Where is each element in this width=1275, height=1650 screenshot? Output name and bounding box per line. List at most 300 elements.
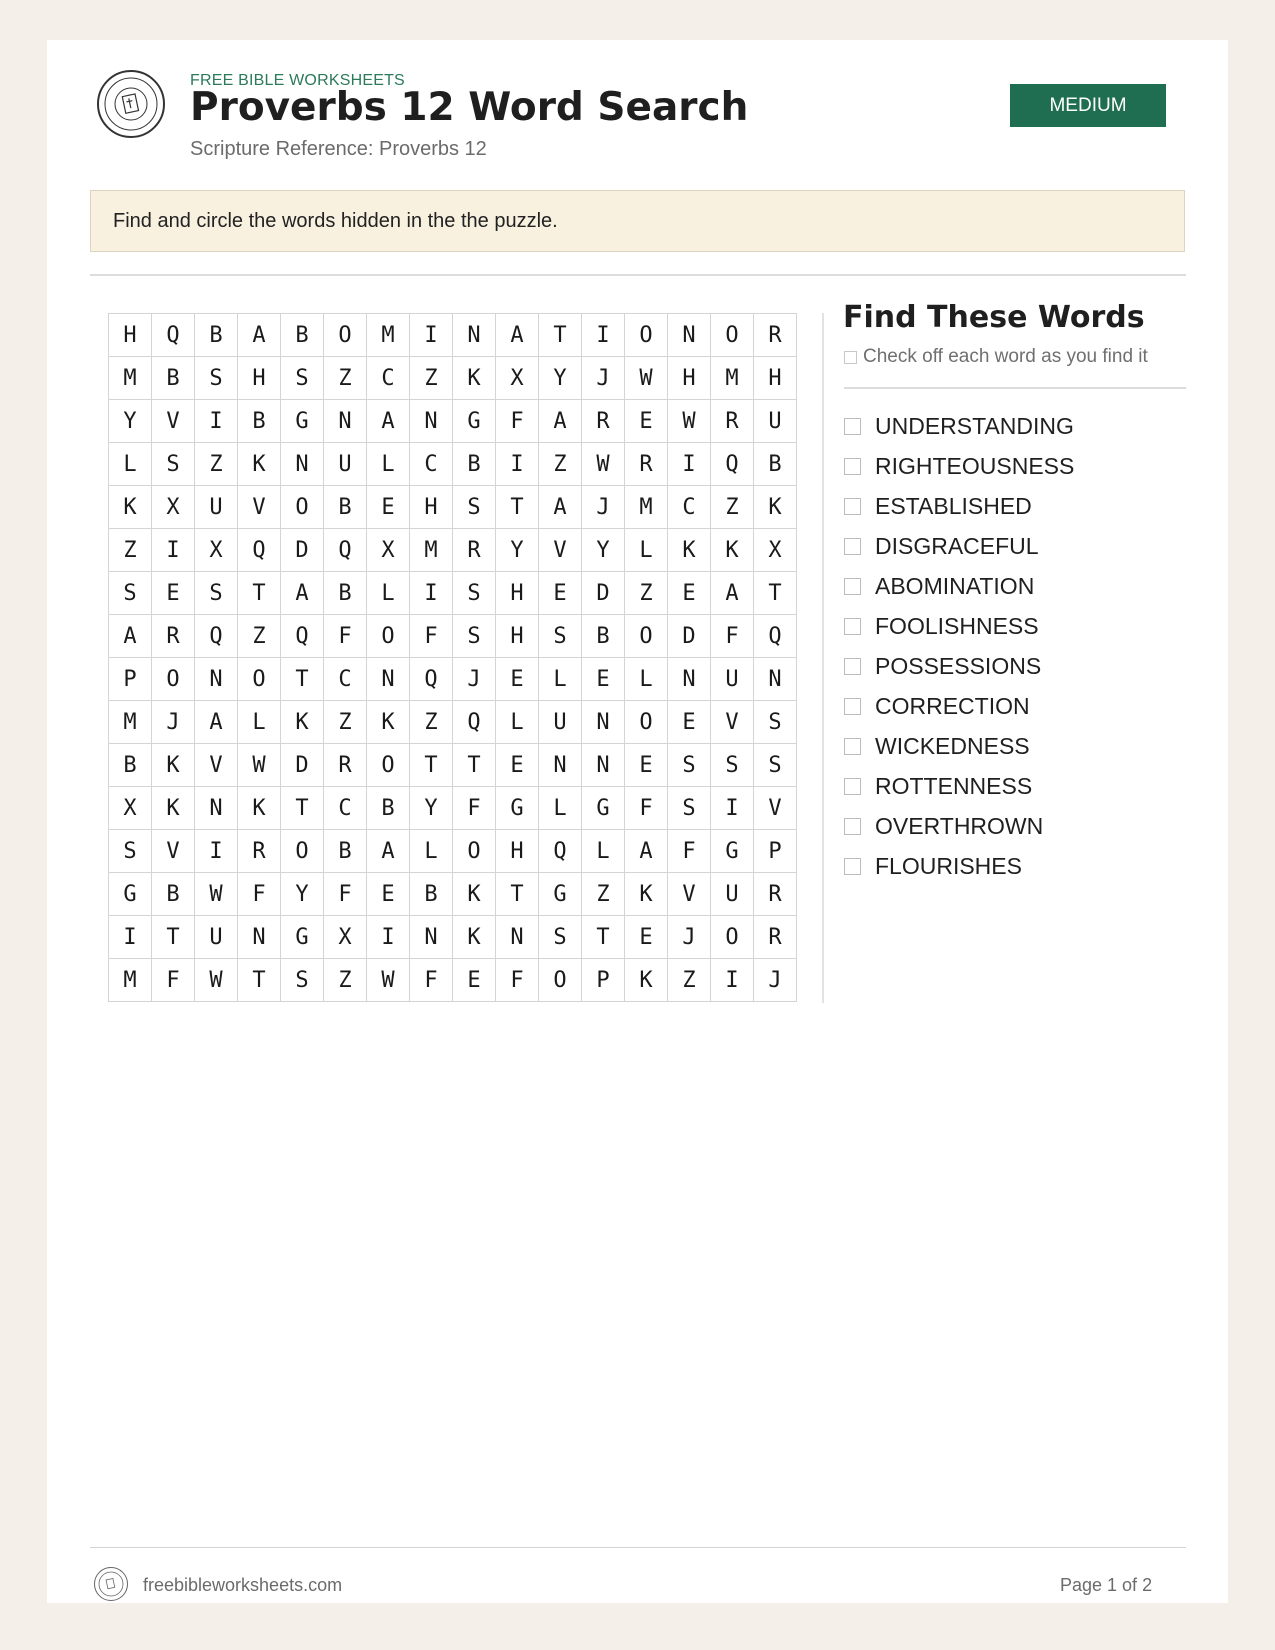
grid-cell[interactable]: V: [668, 873, 711, 916]
grid-cell[interactable]: V: [152, 400, 195, 443]
grid-cell[interactable]: W: [668, 400, 711, 443]
grid-cell[interactable]: A: [539, 400, 582, 443]
grid-cell[interactable]: S: [453, 486, 496, 529]
grid-cell[interactable]: S: [152, 443, 195, 486]
grid-cell[interactable]: C: [324, 787, 367, 830]
grid-cell[interactable]: E: [625, 916, 668, 959]
word-list-item: [844, 566, 1074, 606]
grid-cell[interactable]: E: [367, 873, 410, 916]
grid-cell[interactable]: H: [754, 357, 797, 400]
grid-cell[interactable]: Z: [711, 486, 754, 529]
grid-cell[interactable]: K: [668, 529, 711, 572]
word-list-divider: [844, 387, 1186, 389]
grid-cell[interactable]: B: [367, 787, 410, 830]
grid-cell[interactable]: L: [539, 658, 582, 701]
grid-cell[interactable]: T: [410, 744, 453, 787]
grid-cell[interactable]: S: [453, 615, 496, 658]
grid-cell[interactable]: T: [754, 572, 797, 615]
grid-cell[interactable]: K: [281, 701, 324, 744]
grid-cell[interactable]: K: [453, 873, 496, 916]
grid-cell[interactable]: N: [496, 916, 539, 959]
brand-label: FREE BIBLE WORKSHEETS: [190, 72, 405, 89]
grid-cell[interactable]: A: [109, 615, 152, 658]
grid-cell[interactable]: C: [668, 486, 711, 529]
grid-cell[interactable]: S: [668, 744, 711, 787]
grid-cell[interactable]: Q: [195, 615, 238, 658]
grid-cell[interactable]: O: [367, 615, 410, 658]
grid-cell[interactable]: V: [754, 787, 797, 830]
grid-cell[interactable]: S: [668, 787, 711, 830]
grid-cell[interactable]: U: [711, 873, 754, 916]
grid-cell[interactable]: N: [668, 314, 711, 357]
grid-cell[interactable]: I: [195, 830, 238, 873]
grid-cell[interactable]: P: [582, 959, 625, 1002]
grid-cell[interactable]: O: [324, 314, 367, 357]
grid-cell[interactable]: J: [582, 357, 625, 400]
grid-cell[interactable]: I: [367, 916, 410, 959]
grid-row: [109, 916, 797, 959]
grid-cell[interactable]: O: [281, 830, 324, 873]
grid-cell[interactable]: E: [625, 400, 668, 443]
grid-cell[interactable]: L: [539, 787, 582, 830]
grid-cell[interactable]: L: [367, 572, 410, 615]
grid-cell[interactable]: W: [625, 357, 668, 400]
grid-cell[interactable]: W: [195, 959, 238, 1002]
word-label: FOOLISHNESS: [875, 612, 1039, 639]
grid-cell[interactable]: Y: [410, 787, 453, 830]
grid-cell[interactable]: I: [668, 443, 711, 486]
grid-cell[interactable]: I: [152, 529, 195, 572]
grid-cell[interactable]: B: [152, 873, 195, 916]
grid-cell[interactable]: J: [152, 701, 195, 744]
grid-cell[interactable]: R: [152, 615, 195, 658]
word-checkbox[interactable]: [844, 818, 861, 835]
grid-cell[interactable]: N: [410, 400, 453, 443]
grid-cell[interactable]: N: [238, 916, 281, 959]
word-list-title: Find These Words: [843, 300, 1145, 335]
grid-cell[interactable]: N: [453, 314, 496, 357]
grid-cell[interactable]: Q: [711, 443, 754, 486]
grid-cell[interactable]: Z: [324, 701, 367, 744]
grid-cell[interactable]: Z: [195, 443, 238, 486]
grid-cell[interactable]: Z: [539, 443, 582, 486]
grid-cell[interactable]: X: [152, 486, 195, 529]
grid-cell[interactable]: S: [539, 916, 582, 959]
grid-cell[interactable]: L: [410, 830, 453, 873]
grid-cell[interactable]: V: [539, 529, 582, 572]
grid-cell[interactable]: A: [539, 486, 582, 529]
grid-cell[interactable]: W: [582, 443, 625, 486]
grid-cell[interactable]: V: [152, 830, 195, 873]
grid-cell[interactable]: A: [711, 572, 754, 615]
grid-cell[interactable]: I: [496, 443, 539, 486]
grid-cell[interactable]: P: [754, 830, 797, 873]
word-checkbox[interactable]: [844, 738, 861, 755]
grid-cell[interactable]: E: [582, 658, 625, 701]
word-list-item: [844, 406, 1074, 446]
grid-cell[interactable]: I: [711, 787, 754, 830]
grid-cell[interactable]: A: [625, 830, 668, 873]
grid-cell[interactable]: R: [711, 400, 754, 443]
grid-cell[interactable]: F: [625, 787, 668, 830]
grid-cell[interactable]: F: [152, 959, 195, 1002]
word-list-subtitle: [844, 346, 1148, 368]
grid-cell[interactable]: E: [152, 572, 195, 615]
grid-cell[interactable]: S: [754, 701, 797, 744]
grid-cell[interactable]: R: [625, 443, 668, 486]
grid-cell[interactable]: B: [109, 744, 152, 787]
grid-cell[interactable]: K: [711, 529, 754, 572]
column-divider: [822, 313, 824, 1003]
word-checkbox[interactable]: [844, 458, 861, 475]
grid-cell[interactable]: U: [195, 916, 238, 959]
grid-cell[interactable]: T: [496, 486, 539, 529]
grid-cell[interactable]: V: [711, 701, 754, 744]
grid-cell[interactable]: A: [367, 830, 410, 873]
grid-cell[interactable]: K: [238, 787, 281, 830]
grid-cell[interactable]: L: [238, 701, 281, 744]
grid-cell[interactable]: I: [410, 314, 453, 357]
grid-cell[interactable]: R: [324, 744, 367, 787]
grid-cell[interactable]: K: [367, 701, 410, 744]
grid-cell[interactable]: I: [711, 959, 754, 1002]
word-list-item: [844, 846, 1074, 886]
word-label: FLOURISHES: [875, 852, 1022, 879]
grid-cell[interactable]: N: [324, 400, 367, 443]
grid-cell[interactable]: Z: [109, 529, 152, 572]
grid-cell[interactable]: S: [539, 615, 582, 658]
grid-cell[interactable]: X: [754, 529, 797, 572]
grid-cell[interactable]: L: [625, 529, 668, 572]
grid-cell[interactable]: K: [625, 959, 668, 1002]
grid-cell[interactable]: G: [582, 787, 625, 830]
grid-cell[interactable]: N: [582, 744, 625, 787]
grid-cell[interactable]: F: [238, 873, 281, 916]
grid-cell[interactable]: U: [539, 701, 582, 744]
grid-cell[interactable]: O: [238, 658, 281, 701]
grid-cell[interactable]: D: [281, 744, 324, 787]
grid-row: [109, 486, 797, 529]
grid-cell[interactable]: D: [582, 572, 625, 615]
grid-cell[interactable]: F: [410, 615, 453, 658]
grid-cell[interactable]: X: [109, 787, 152, 830]
grid-cell[interactable]: C: [367, 357, 410, 400]
word-checkbox[interactable]: [844, 498, 861, 515]
grid-cell[interactable]: N: [195, 658, 238, 701]
grid-cell[interactable]: W: [195, 873, 238, 916]
word-checkbox[interactable]: [844, 698, 861, 715]
grid-cell[interactable]: T: [238, 959, 281, 1002]
grid-cell[interactable]: Y: [109, 400, 152, 443]
grid-row: [109, 400, 797, 443]
grid-row: [109, 830, 797, 873]
grid-cell[interactable]: V: [195, 744, 238, 787]
grid-cell[interactable]: B: [410, 873, 453, 916]
grid-cell[interactable]: L: [625, 658, 668, 701]
grid-cell[interactable]: B: [324, 572, 367, 615]
grid-cell[interactable]: Y: [582, 529, 625, 572]
word-label: OVERTHROWN: [875, 812, 1044, 839]
grid-cell[interactable]: M: [109, 959, 152, 1002]
difficulty-badge: MEDIUM: [1010, 84, 1166, 127]
grid-row: [109, 529, 797, 572]
grid-cell[interactable]: Q: [238, 529, 281, 572]
grid-cell[interactable]: S: [281, 959, 324, 1002]
grid-cell[interactable]: S: [109, 830, 152, 873]
grid-cell[interactable]: E: [539, 572, 582, 615]
grid-cell[interactable]: B: [324, 486, 367, 529]
word-checkbox[interactable]: [844, 538, 861, 555]
grid-cell[interactable]: Z: [324, 357, 367, 400]
grid-cell[interactable]: N: [281, 443, 324, 486]
word-list: [844, 406, 1074, 886]
grid-cell[interactable]: T: [453, 744, 496, 787]
grid-cell[interactable]: E: [668, 701, 711, 744]
grid-cell[interactable]: K: [754, 486, 797, 529]
grid-cell[interactable]: Q: [453, 701, 496, 744]
grid-cell[interactable]: G: [453, 400, 496, 443]
word-label: RIGHTEOUSNESS: [875, 452, 1075, 479]
grid-cell[interactable]: I: [195, 400, 238, 443]
grid-cell[interactable]: O: [539, 959, 582, 1002]
grid-cell[interactable]: O: [367, 744, 410, 787]
grid-cell[interactable]: B: [754, 443, 797, 486]
grid-cell[interactable]: Z: [625, 572, 668, 615]
grid-cell[interactable]: R: [582, 400, 625, 443]
grid-cell[interactable]: E: [625, 744, 668, 787]
grid-cell[interactable]: F: [496, 400, 539, 443]
grid-cell[interactable]: D: [668, 615, 711, 658]
grid-cell[interactable]: Z: [324, 959, 367, 1002]
grid-cell[interactable]: K: [453, 357, 496, 400]
grid-cell[interactable]: X: [367, 529, 410, 572]
grid-cell[interactable]: K: [625, 873, 668, 916]
grid-cell[interactable]: O: [711, 916, 754, 959]
grid-cell[interactable]: O: [625, 701, 668, 744]
grid-cell[interactable]: Y: [281, 873, 324, 916]
grid-cell[interactable]: T: [539, 314, 582, 357]
grid-cell[interactable]: O: [152, 658, 195, 701]
grid-cell[interactable]: X: [195, 529, 238, 572]
grid-cell[interactable]: V: [238, 486, 281, 529]
grid-row: [109, 314, 797, 357]
grid-cell[interactable]: G: [496, 787, 539, 830]
grid-cell[interactable]: R: [238, 830, 281, 873]
grid-cell[interactable]: S: [453, 572, 496, 615]
grid-cell[interactable]: S: [195, 572, 238, 615]
grid-cell[interactable]: J: [668, 916, 711, 959]
checkbox-icon: [844, 351, 857, 364]
grid-cell[interactable]: S: [754, 744, 797, 787]
grid-cell[interactable]: R: [754, 916, 797, 959]
grid-cell[interactable]: A: [195, 701, 238, 744]
grid-cell[interactable]: H: [668, 357, 711, 400]
grid-cell[interactable]: H: [496, 615, 539, 658]
grid-cell[interactable]: T: [152, 916, 195, 959]
grid-cell[interactable]: Z: [238, 615, 281, 658]
grid-cell[interactable]: L: [109, 443, 152, 486]
grid-cell[interactable]: Z: [410, 357, 453, 400]
grid-cell[interactable]: U: [195, 486, 238, 529]
grid-cell[interactable]: N: [754, 658, 797, 701]
grid-cell[interactable]: E: [496, 744, 539, 787]
grid-cell[interactable]: U: [324, 443, 367, 486]
grid-cell[interactable]: H: [496, 830, 539, 873]
grid-cell[interactable]: N: [582, 701, 625, 744]
grid-cell[interactable]: Z: [582, 873, 625, 916]
grid-cell[interactable]: S: [711, 744, 754, 787]
grid-cell[interactable]: Y: [496, 529, 539, 572]
grid-cell[interactable]: Q: [539, 830, 582, 873]
grid-cell[interactable]: F: [453, 787, 496, 830]
grid-cell[interactable]: B: [195, 314, 238, 357]
grid-cell[interactable]: W: [238, 744, 281, 787]
grid-cell[interactable]: Q: [410, 658, 453, 701]
page-number: Page 1 of 2: [1060, 1575, 1153, 1595]
footer-divider: [90, 1547, 1186, 1548]
grid-cell[interactable]: F: [324, 873, 367, 916]
grid-cell[interactable]: X: [324, 916, 367, 959]
grid-cell[interactable]: A: [367, 400, 410, 443]
word-checkbox[interactable]: [844, 418, 861, 435]
grid-cell[interactable]: Q: [754, 615, 797, 658]
grid-cell[interactable]: E: [496, 658, 539, 701]
grid-cell[interactable]: G: [711, 830, 754, 873]
grid-cell[interactable]: O: [281, 486, 324, 529]
instructions-box: [90, 190, 1185, 252]
grid-cell[interactable]: N: [410, 916, 453, 959]
grid-cell[interactable]: T: [238, 572, 281, 615]
grid-cell[interactable]: L: [582, 830, 625, 873]
grid-cell[interactable]: B: [281, 314, 324, 357]
grid-cell[interactable]: K: [152, 787, 195, 830]
grid-cell[interactable]: H: [109, 314, 152, 357]
grid-cell[interactable]: A: [281, 572, 324, 615]
grid-cell[interactable]: G: [281, 400, 324, 443]
grid-cell[interactable]: T: [281, 787, 324, 830]
grid-cell[interactable]: N: [195, 787, 238, 830]
grid-cell[interactable]: J: [453, 658, 496, 701]
grid-cell[interactable]: P: [109, 658, 152, 701]
grid-cell[interactable]: Z: [410, 701, 453, 744]
grid-cell[interactable]: I: [582, 314, 625, 357]
grid-cell[interactable]: E: [668, 572, 711, 615]
grid-cell[interactable]: O: [711, 314, 754, 357]
grid-cell[interactable]: B: [582, 615, 625, 658]
grid-cell[interactable]: B: [238, 400, 281, 443]
grid-cell[interactable]: B: [453, 443, 496, 486]
grid-cell[interactable]: F: [496, 959, 539, 1002]
grid-cell[interactable]: M: [367, 314, 410, 357]
grid-cell[interactable]: T: [281, 658, 324, 701]
grid-cell[interactable]: F: [324, 615, 367, 658]
grid-cell[interactable]: U: [754, 400, 797, 443]
grid-cell[interactable]: M: [109, 701, 152, 744]
grid-cell[interactable]: U: [711, 658, 754, 701]
grid-cell[interactable]: N: [668, 658, 711, 701]
grid-cell[interactable]: G: [539, 873, 582, 916]
grid-cell[interactable]: A: [496, 314, 539, 357]
grid-cell[interactable]: S: [195, 357, 238, 400]
grid-cell[interactable]: Q: [324, 529, 367, 572]
grid-cell[interactable]: O: [453, 830, 496, 873]
grid-cell[interactable]: M: [109, 357, 152, 400]
grid-cell[interactable]: A: [238, 314, 281, 357]
grid-cell[interactable]: L: [367, 443, 410, 486]
grid-cell[interactable]: O: [625, 615, 668, 658]
grid-cell[interactable]: H: [410, 486, 453, 529]
grid-cell[interactable]: X: [496, 357, 539, 400]
grid-cell[interactable]: M: [410, 529, 453, 572]
grid-cell[interactable]: G: [109, 873, 152, 916]
grid-cell[interactable]: G: [281, 916, 324, 959]
word-label: UNDERSTANDING: [875, 412, 1074, 439]
grid-cell[interactable]: K: [453, 916, 496, 959]
grid-cell[interactable]: M: [711, 357, 754, 400]
grid-cell[interactable]: D: [281, 529, 324, 572]
grid-cell[interactable]: E: [453, 959, 496, 1002]
grid-cell[interactable]: H: [238, 357, 281, 400]
word-checkbox[interactable]: [844, 778, 861, 795]
grid-cell[interactable]: T: [582, 916, 625, 959]
grid-cell[interactable]: E: [367, 486, 410, 529]
grid-cell[interactable]: Z: [668, 959, 711, 1002]
grid-cell[interactable]: N: [367, 658, 410, 701]
grid-cell[interactable]: Q: [281, 615, 324, 658]
grid-cell[interactable]: C: [410, 443, 453, 486]
grid-cell[interactable]: S: [281, 357, 324, 400]
word-label: DISGRACEFUL: [875, 532, 1039, 559]
grid-cell[interactable]: M: [625, 486, 668, 529]
grid-cell[interactable]: R: [754, 314, 797, 357]
grid-cell[interactable]: W: [367, 959, 410, 1002]
grid-cell[interactable]: Y: [539, 357, 582, 400]
grid-cell[interactable]: O: [625, 314, 668, 357]
grid-cell[interactable]: J: [754, 959, 797, 1002]
grid-cell[interactable]: C: [324, 658, 367, 701]
word-label: POSSESSIONS: [875, 652, 1042, 679]
word-list-item: [844, 686, 1074, 726]
grid-cell[interactable]: T: [496, 873, 539, 916]
word-checkbox[interactable]: [844, 578, 861, 595]
grid-cell[interactable]: R: [754, 873, 797, 916]
grid-cell[interactable]: B: [152, 357, 195, 400]
grid-cell[interactable]: F: [668, 830, 711, 873]
grid-cell[interactable]: J: [582, 486, 625, 529]
word-search-grid: [108, 313, 797, 1002]
page-title: Proverbs 12 Word Search: [190, 85, 749, 130]
word-list-item: [844, 526, 1074, 566]
grid-cell[interactable]: I: [410, 572, 453, 615]
word-checkbox[interactable]: [844, 858, 861, 875]
grid-cell[interactable]: F: [711, 615, 754, 658]
grid-cell[interactable]: K: [152, 744, 195, 787]
grid-cell[interactable]: K: [238, 443, 281, 486]
grid-cell[interactable]: N: [539, 744, 582, 787]
grid-cell[interactable]: Q: [152, 314, 195, 357]
grid-cell[interactable]: I: [109, 916, 152, 959]
word-checkbox[interactable]: [844, 618, 861, 635]
grid-cell[interactable]: R: [453, 529, 496, 572]
grid-cell[interactable]: S: [109, 572, 152, 615]
grid-cell[interactable]: K: [109, 486, 152, 529]
grid-cell[interactable]: L: [496, 701, 539, 744]
grid-cell[interactable]: B: [324, 830, 367, 873]
grid-cell[interactable]: H: [496, 572, 539, 615]
grid-cell[interactable]: F: [410, 959, 453, 1002]
word-label: WICKEDNESS: [875, 732, 1030, 759]
word-checkbox[interactable]: [844, 658, 861, 675]
